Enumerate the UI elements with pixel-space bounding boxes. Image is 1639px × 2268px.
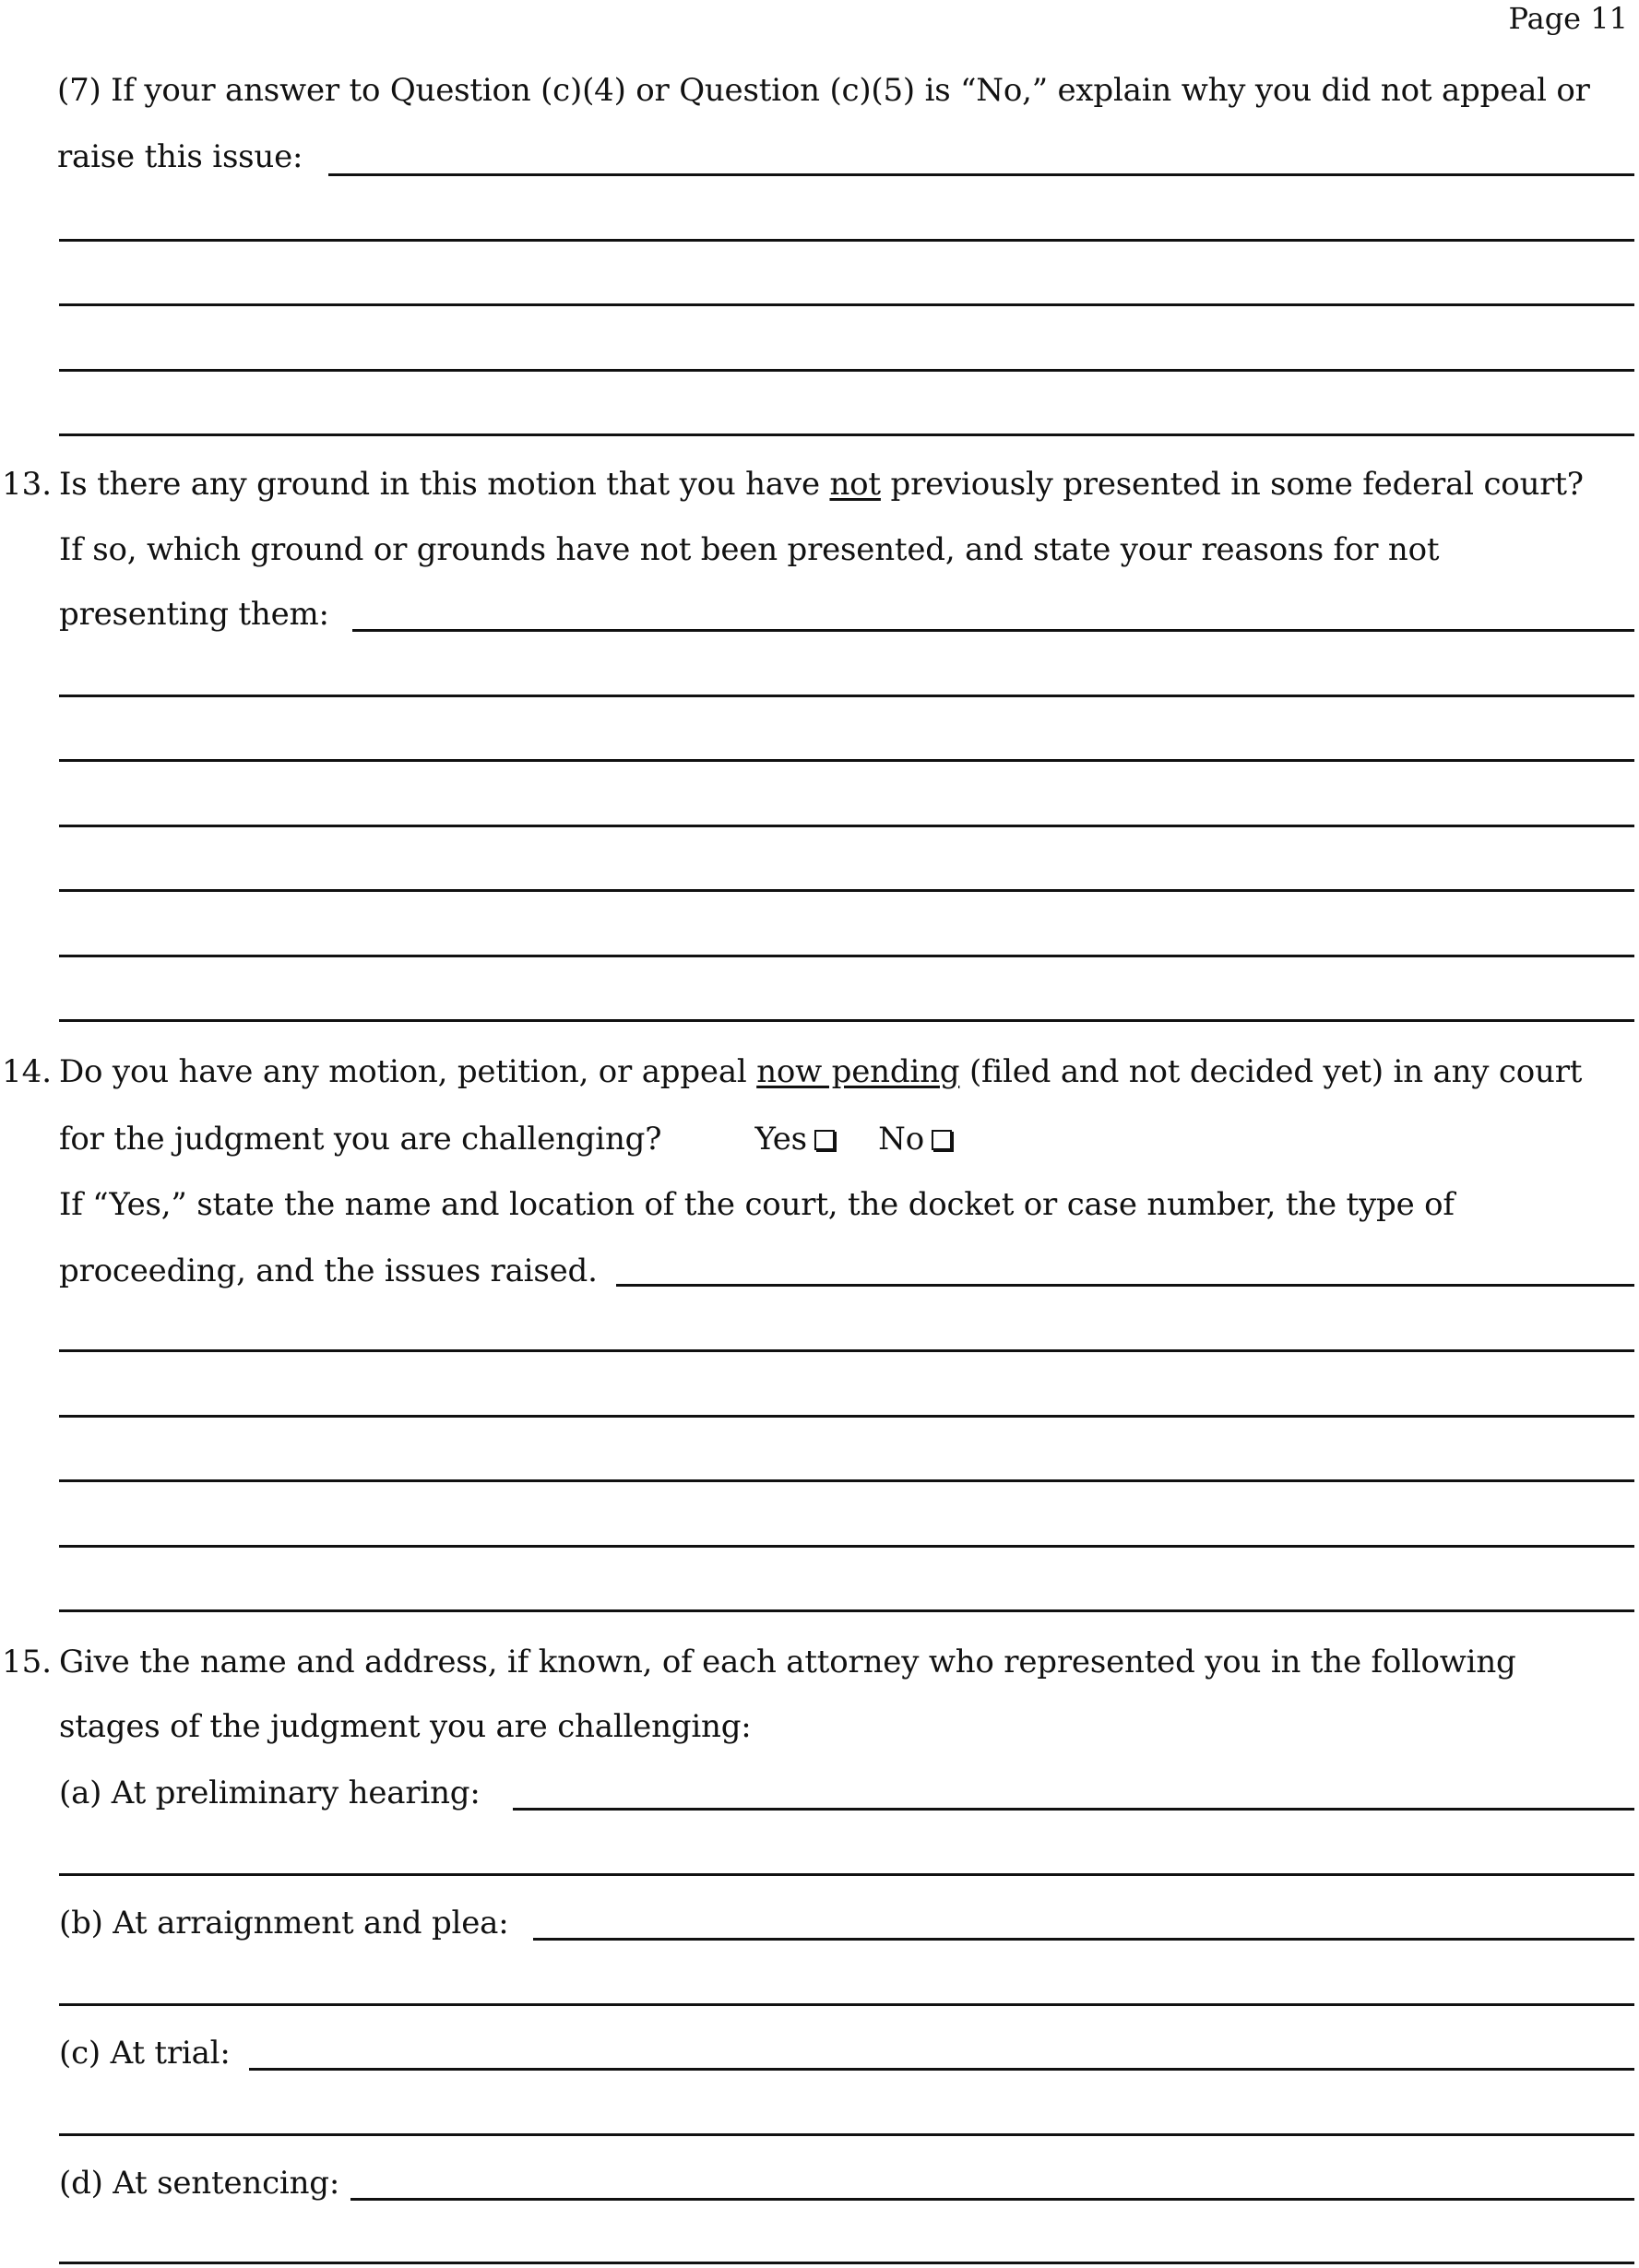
q15-a-answer-line-2[interactable] [59,1873,1634,1876]
q14-yes-option[interactable] [754,1121,834,1158]
q13-text-line2: If so, which ground or grounds have not been presented, and state your reasons for not [59,531,1440,568]
q14-answer-line-5[interactable] [59,1545,1634,1548]
q14-text-line1 [59,1053,1582,1090]
q13-answer-line-2[interactable] [59,695,1634,697]
q12-7-text-line2: raise this issue: [57,138,303,175]
q14-no-option[interactable] [878,1121,952,1158]
q13-line1-underlined: not [829,466,881,503]
q12-7-answer-line-4[interactable] [59,369,1634,372]
q12-7-answer-line-2[interactable] [59,239,1634,242]
q14-number: 14. [2,1053,53,1090]
q14-answer-line-2[interactable] [59,1349,1634,1352]
q14-text-line3: If “Yes,” state the name and location of the court, the docket or case number, the type of [59,1186,1455,1223]
q14-answer-line-1[interactable] [616,1284,1634,1287]
q14-text-line4: proceeding, and the issues raised. [59,1253,598,1289]
q14-question: for the judgment you are challenging? [59,1121,662,1158]
q14-yes-label: Yes [754,1121,807,1158]
q14-line1-pre: Do you have any motion, petition, or appeal [59,1053,757,1090]
q13-number: 13. [2,466,53,503]
page-number: Page 11 [1508,1,1628,36]
q13-text-line1 [59,466,1584,503]
q14-text-line2 [59,1121,952,1158]
q13-text-line3: presenting them: [59,596,329,633]
q13-answer-line-5[interactable] [59,889,1634,892]
q13-answer-line-7[interactable] [59,1019,1634,1022]
q14-answer-line-4[interactable] [59,1479,1634,1482]
q15-b-answer-line-1[interactable] [533,1938,1634,1941]
q15-a-answer-line-1[interactable] [513,1808,1634,1811]
q15-b-label: (b) At arraignment and plea: [59,1905,509,1941]
q15-c-answer-line-1[interactable] [249,2068,1634,2071]
q13-answer-line-4[interactable] [59,825,1634,827]
q13-line1-pre: Is there any ground in this motion that you have [59,466,830,503]
q15-b-answer-line-2[interactable] [59,2003,1634,2006]
q12-7-answer-line-3[interactable] [59,303,1634,306]
q13-answer-line-6[interactable] [59,955,1634,957]
q14-line1-post: (filed and not decided yet) in any court [959,1053,1583,1090]
q15-c-answer-line-2[interactable] [59,2133,1634,2136]
q13-answer-line-3[interactable] [59,759,1634,762]
q15-d-label: (d) At sentencing: [59,2165,340,2202]
q14-yes-checkbox[interactable] [814,1130,835,1150]
q14-answer-line-3[interactable] [59,1415,1634,1418]
q12-7-answer-line-1[interactable] [328,173,1634,176]
q14-no-label: No [878,1121,924,1158]
q15-a-label: (a) At preliminary hearing: [59,1775,481,1811]
q14-answer-line-6[interactable] [59,1609,1634,1612]
q14-no-checkbox[interactable] [932,1130,952,1150]
q15-d-answer-line-2[interactable] [59,2262,1634,2264]
q12-7-answer-line-5[interactable] [59,433,1634,436]
q15-c-label: (c) At trial: [59,2035,231,2072]
q15-text-line1: Give the name and address, if known, of each attorney who represented you in the following [59,1644,1516,1680]
q15-number: 15. [2,1644,53,1680]
q13-answer-line-1[interactable] [352,629,1634,632]
q12-7-text-line1: (7) If your answer to Question (c)(4) or Question (c)(5) is “No,” explain why you did not appeal or [57,72,1590,109]
q14-line1-underlined: now pending [756,1053,960,1090]
q15-text-line2: stages of the judgment you are challenging: [59,1708,752,1745]
q13-line1-post: previously presented in some federal court? [880,466,1584,503]
q15-d-answer-line-1[interactable] [350,2198,1634,2201]
